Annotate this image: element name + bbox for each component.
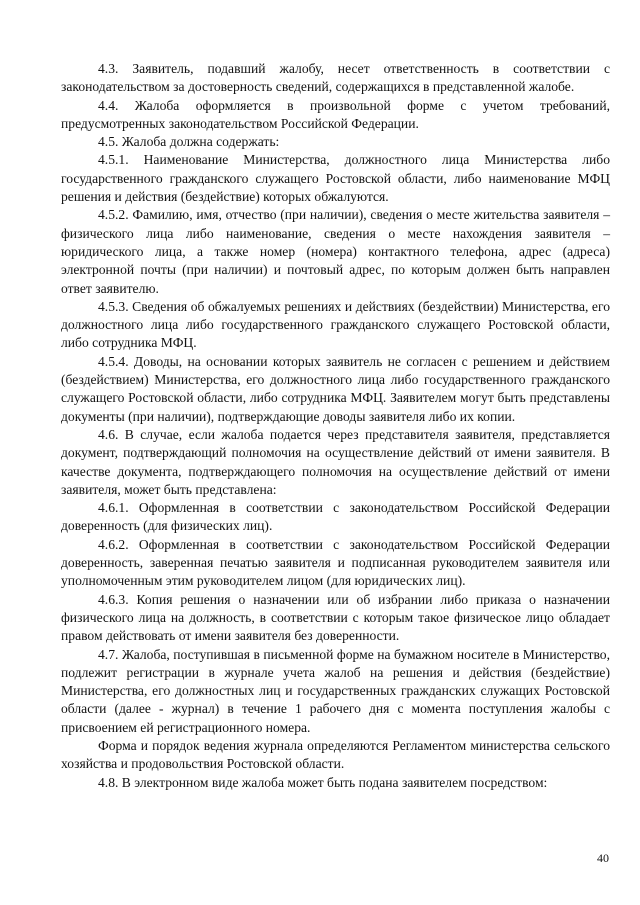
paragraph-4-7: 4.7. Жалоба, поступившая в письменной форме на бумажном носителе в Министерство, подлежит регистрации в журнале учета жалоб на решения и действия (бездействие) Министерства, его должностных лиц и государственных гражданских служащих Ростовской области (далее - журнал) в течение 1 рабочего дня с момента поступления жалобы с присвоением ей регистрационного номера. [61,646,610,735]
paragraph-4-4: 4.4. Жалоба оформляется в произвольной форме с учетом требований, предусмотренных законодательством Российской Федерации. [61,97,610,131]
paragraph-4-5-1: 4.5.1. Наименование Министерства, должностного лица Министерства либо государственного гражданского служащего Ростовской области, либо наименование МФЦ решения и действия (бездействие) которых обжалуются. [61,152,610,205]
paragraph-journal-form: Форма и порядок ведения журнала определяются Регламентом министерства сельского хозяйства и продовольствия Ростовской области. [61,737,610,772]
paragraph-4-6-1: 4.6.1. Оформленная в соответствии с законодательством Российской Федерации доверенность (для физических лиц). [61,500,610,534]
paragraph-4-5-2: 4.5.2. Фамилию, имя, отчество (при наличии), сведения о месте жительства заявителя – физического лица либо наименование, сведения о месте нахождения заявителя – юридического лица, а также номер (номера) контактного телефона, адрес (адреса) электронной почты (при наличии) и почтовый адрес, по которым должен быть направлен ответ заявителю. [61,207,610,296]
paragraph-4-5-3: 4.5.3. Сведения об обжалуемых решениях и действиях (бездействии) Министерства, его должностного лица либо государственного гражданского служащего Ростовской области, либо сотрудника МФЦ. [61,298,610,351]
paragraph-4-6: 4.6. В случае, если жалоба подается через представителя заявителя, представляется документ, подтверждающий полномочия на осуществление действий от имени заявителя. В качестве документа, подтверждающего полномочия на осуществление действий от имени заявителя, может быть представлена: [61,426,610,497]
paragraph-4-6-3: 4.6.3. Копия решения о назначении или об избрании либо приказа о назначении физического лица на должность, в соответствии с которым такое физическое лицо обладает правом действовать от имени заявителя без доверенности. [61,591,610,644]
paragraph-4-5-4: 4.5.4. Доводы, на основании которых заявитель не согласен с решением и действием (бездействием) Министерства, его должностного лица либо государственного гражданского служащего Ростовской области, либо сотрудника МФЦ. Заявителем могут быть представлены документы (при наличии), подтверждающие доводы заявителя либо их копии. [61,353,610,424]
paragraph-4-3: 4.3. Заявитель, подавший жалобу, несет ответственность в соответствии с законодательством за достоверность сведений, содержащихся в представленной жалобе. [61,61,610,95]
paragraph-4-5: 4.5. Жалоба должна содержать: [98,134,280,150]
page-number: 40 [597,851,609,865]
paragraph-4-6-2: 4.6.2. Оформленная в соответствии с законодательством Российской Федерации доверенность, заверенная печатью заявителя и подписанная руководителем заявителя или уполномоченным этим руководителем лицом (для юридических лиц). [61,536,610,589]
document-body [61,60,610,792]
paragraph-4-8: 4.8. В электронном виде жалоба может быть подана заявителем посредством: [98,774,548,790]
